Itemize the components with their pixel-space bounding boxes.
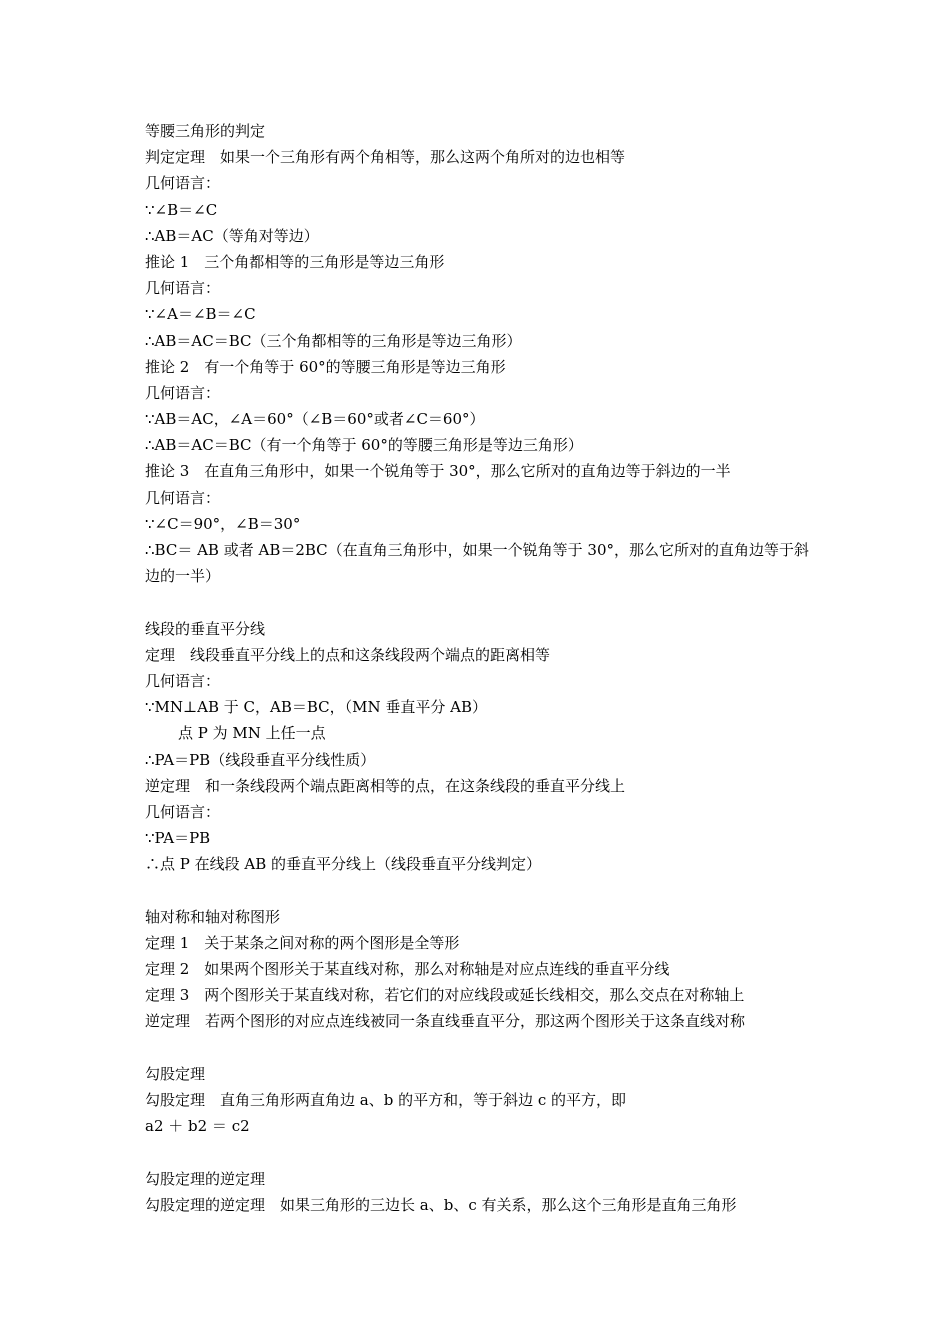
formula-line: a2 ＋ b2 ＝ c2: [145, 1117, 250, 1136]
text-line: 定理 线段垂直平分线上的点和这条线段两个端点的距离相等: [145, 645, 551, 664]
text-line: 点 P 为 MN 上任一点: [178, 724, 326, 743]
section-title: 勾股定理的逆定理: [145, 1169, 266, 1188]
text-line: 推论 2 有一个角等于 60°的等腰三角形是等边三角形: [145, 357, 506, 376]
text-line: ∵AB＝AC，∠A＝60°（∠B＝60°或者∠C＝60°）: [145, 410, 485, 429]
text-line: 推论 1 三个角都相等的三角形是等边三角形: [145, 252, 445, 271]
paragraph-gap: [145, 1035, 815, 1061]
text-line: ∴PA＝PB（线段垂直平分线性质）: [145, 750, 376, 769]
text-line: ∴点 P 在线段 AB 的垂直平分线上（线段垂直平分线判定）: [145, 855, 542, 874]
text-line: ∴AB＝AC＝BC（三个角都相等的三角形是等边三角形）: [145, 331, 522, 350]
text-line: 定理 2 如果两个图形关于某直线对称，那么对称轴是对应点连线的垂直平分线: [145, 960, 670, 979]
text-line: ∴AB＝AC＝BC（有一个角等于 60°的等腰三角形是等边三角形）: [145, 436, 583, 455]
text-line: 定理 3 两个图形关于某直线对称，若它们的对应线段或延长线相交，那么交点在对称轴上: [145, 986, 745, 1005]
text-line: ∵∠C＝90°，∠B＝30°: [145, 514, 301, 533]
text-line: 几何语言：: [145, 802, 221, 821]
paragraph-gap: [145, 877, 815, 903]
text-line: 定理 1 关于某条之间对称的两个图形是全等形: [145, 933, 460, 952]
text-line: ∵MN⊥AB 于 C，AB＝BC，（MN 垂直平分 AB）: [145, 698, 488, 717]
text-line: 推论 3 在直角三角形中，如果一个锐角等于 30°，那么它所对的直角边等于斜边的一半: [145, 462, 731, 481]
section-title: 勾股定理: [145, 1064, 206, 1083]
text-line: 几何语言：: [145, 671, 221, 690]
section-title: 等腰三角形的判定: [145, 122, 266, 140]
text-line: ∵∠B＝∠C: [145, 200, 218, 219]
paragraph-gap: [145, 589, 815, 615]
text-line: 逆定理 和一条线段两个端点距离相等的点，在这条线段的垂直平分线上: [145, 776, 626, 795]
text-line: 几何语言：: [145, 174, 221, 193]
text-line: 几何语言：: [145, 488, 221, 507]
text-line: ∵PA＝PB: [145, 829, 211, 848]
text-line: ∴BC＝ AB 或者 AB＝2BC（在直角三角形中，如果一个锐角等于 30°，那么它所对的直角边等于斜边的一半）: [145, 541, 810, 586]
text-line: ∵∠A＝∠B＝∠C: [145, 305, 256, 324]
text-line: 逆定理 若两个图形的对应点连线被同一条直线垂直平分，那这两个图形关于这条直线对称: [145, 1012, 746, 1031]
section-title: 轴对称和轴对称图形: [145, 907, 281, 926]
text-line: 勾股定理的逆定理 如果三角形的三边长 a、b、c 有关系，那么这个三角形是直角三角形: [145, 1195, 737, 1214]
document-body: [145, 118, 815, 1218]
text-line: 几何语言：: [145, 383, 221, 402]
text-line: 几何语言：: [145, 279, 221, 298]
section-title: 线段的垂直平分线: [145, 619, 266, 638]
text-line: 判定定理 如果一个三角形有两个角相等，那么这两个角所对的边也相等: [145, 148, 626, 167]
paragraph-gap: [145, 1139, 815, 1165]
text-line: ∴AB＝AC（等角对等边）: [145, 226, 319, 245]
text-line: 勾股定理 直角三角形两直角边 a、b 的平方和，等于斜边 c 的平方，即: [145, 1090, 627, 1109]
